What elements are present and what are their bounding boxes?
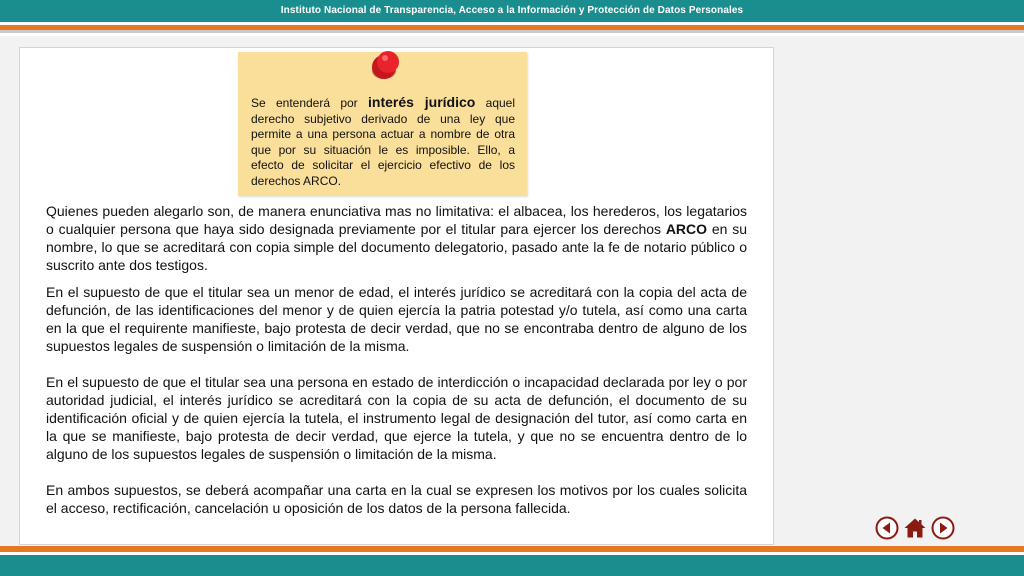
- paragraph-minor: En el supuesto de que el titular sea un menor de edad, el interés jurídico se acreditará con la copia del acta de defunción, de las identificaciones del menor y de quien ejercía la patria potestad y/o tutela, así como una carta en la que el requirente manifieste, bajo protesta de decir verdad, que no se encontraba dentro de alguno de los supuestos legales de suspensión o limitación de la misma.: [46, 284, 747, 354]
- home-icon[interactable]: [903, 516, 927, 540]
- arrow-right-circle-icon[interactable]: [931, 516, 955, 540]
- p1-text-after: en su nombre, lo que se acreditará con copia simple del documento delegatorio, pasado ante la fe de notario público o suscrito ante dos testigos.: [46, 221, 747, 273]
- header-divider-white-2: [0, 33, 1024, 36]
- arrow-left-circle-icon[interactable]: [875, 516, 899, 540]
- note-term: interés jurídico: [368, 94, 476, 110]
- note-definition: [251, 95, 515, 190]
- note-text-after: aquel derecho subjetivo derivado de una ley que permite a una persona actuar a nombre de otra que por su situación le es imposible. Ello, a efecto de solicitar el ejercicio efectivo de los derechos ARCO.: [251, 96, 516, 188]
- pushpin-icon: [367, 50, 405, 84]
- p1-text-before: Quienes pueden alegarlo son, de manera enunciativa mas no limitativa: el albacea, los herederos, los legatarios o cualquier persona que haya sido designada previamente por el titular para ejercer los derechos: [46, 203, 747, 237]
- note-text-before: Se entenderá por: [251, 96, 368, 110]
- paragraph-interdiction: En el supuesto de que el titular sea una persona en estado de interdicción o incapacidad declarada por ley o por autoridad judicial, el interés jurídico se acreditará con la copia de su acta de defunción, el documento de su identificación oficial y de quien ejercía la tutela, el instrumento legal de designación del tutor, así como carta en la que se manifieste, bajo protesta de decir verdad, que ejerce la tutela, y que no se encuentra dentro de lo alguno de los supuestos legales de suspensión o limitación de la misma.: [46, 374, 747, 462]
- footer-bar: [0, 555, 1024, 576]
- header-title: Instituto Nacional de Transparencia, Acceso a la Información y Protección de Datos Personales: [280, 5, 744, 16]
- paragraph-who-can-allege: [46, 202, 747, 274]
- p1-arco: ARCO: [665, 221, 708, 237]
- header-bar: [0, 0, 1024, 22]
- paragraph-both-cases: En ambos supuestos, se deberá acompañar una carta en la cual se expresen los motivos por los cuales solicita el acceso, rectificación, cancelación u oposición de los datos de la persona fallecida.: [46, 482, 747, 516]
